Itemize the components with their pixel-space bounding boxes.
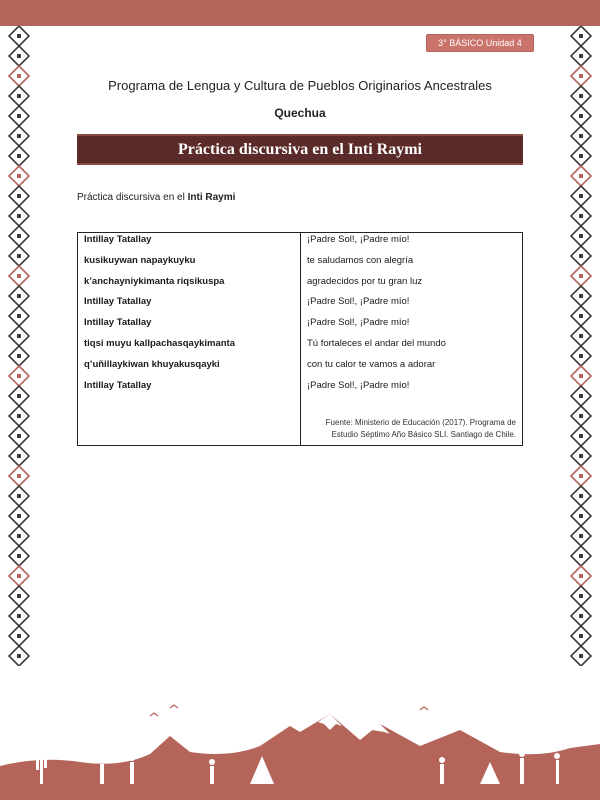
source-line: Fuente: Ministerio de Educación (2017). Programa de <box>325 418 516 427</box>
spanish-column <box>307 233 519 399</box>
pattern-dot <box>17 74 21 78</box>
pattern-dot <box>579 334 583 338</box>
pattern-dot <box>579 394 583 398</box>
pattern-dot <box>579 554 583 558</box>
pattern-dot <box>17 94 21 98</box>
quechua-column <box>84 233 296 399</box>
quechua-line: k’anchayniykimanta riqsikuspa <box>84 275 225 287</box>
pattern-dot <box>17 454 21 458</box>
pattern-dot <box>17 314 21 318</box>
pattern-dot <box>17 474 21 478</box>
pattern-dot <box>579 534 583 538</box>
banner-title: Práctica discursiva en el Inti Raymi <box>178 141 422 158</box>
pattern-dot <box>579 314 583 318</box>
pattern-dot <box>579 374 583 378</box>
right-andean-pattern-border <box>568 26 594 666</box>
pattern-dot <box>579 254 583 258</box>
pattern-dot <box>579 134 583 138</box>
quechua-line: Intillay Tatallay <box>84 317 152 329</box>
quechua-line: Intillay Tatallay <box>84 296 152 308</box>
source-line: Estudio Séptimo Año Básico SLI. Santiago de Chile. <box>331 430 516 439</box>
spanish-line: agradecidos por tu gran luz <box>307 275 423 287</box>
pattern-dot <box>579 174 583 178</box>
language-subtitle: Quechua <box>274 106 326 120</box>
pattern-dot <box>17 274 21 278</box>
poem-table <box>77 232 523 446</box>
pattern-dot <box>17 294 21 298</box>
column-divider <box>300 233 301 445</box>
pattern-dot <box>579 654 583 658</box>
quechua-line: q’uñillaykiwan khuyakusqayki <box>84 358 220 370</box>
pattern-dot <box>17 574 21 578</box>
pattern-dot <box>579 494 583 498</box>
pattern-dot <box>579 194 583 198</box>
pattern-dot <box>17 374 21 378</box>
section-banner <box>77 134 523 165</box>
pattern-dot <box>17 214 21 218</box>
pattern-dot <box>579 434 583 438</box>
spanish-line: con tu calor te vamos a adorar <box>307 358 436 370</box>
pattern-dot <box>17 614 21 618</box>
pattern-dot <box>579 514 583 518</box>
pattern-dot <box>17 354 21 358</box>
top-color-band <box>0 0 600 26</box>
pattern-dot <box>579 74 583 78</box>
pattern-dot <box>579 474 583 478</box>
pattern-dot <box>17 234 21 238</box>
pattern-dot <box>579 574 583 578</box>
pattern-dot <box>579 234 583 238</box>
pattern-dot <box>17 394 21 398</box>
pattern-dot <box>17 554 21 558</box>
pattern-dot <box>17 634 21 638</box>
pattern-dot <box>17 594 21 598</box>
pattern-dot <box>17 254 21 258</box>
pattern-dot <box>17 54 21 58</box>
pattern-dot <box>17 654 21 658</box>
pattern-dot <box>579 294 583 298</box>
quechua-line: kusikuywan napaykuyku <box>84 254 196 266</box>
pattern-dot <box>579 634 583 638</box>
pattern-dot <box>17 434 21 438</box>
pattern-dot <box>17 334 21 338</box>
quechua-line: Intillay Tatallay <box>84 379 152 391</box>
quechua-line: tiqsi muyu kallpachasqaykimanta <box>84 337 236 349</box>
pattern-dot <box>17 134 21 138</box>
pattern-dot <box>579 614 583 618</box>
spanish-line: ¡Padre Sol!, ¡Padre mío! <box>307 296 410 308</box>
pattern-dot <box>579 214 583 218</box>
spanish-line: ¡Padre Sol!, ¡Padre mío! <box>307 317 410 329</box>
source-citation <box>300 417 516 441</box>
pattern-dot <box>17 114 21 118</box>
pattern-dot <box>17 194 21 198</box>
pattern-dot <box>17 174 21 178</box>
intro-prefix: Práctica discursiva en el <box>77 192 185 203</box>
pattern-dot <box>579 94 583 98</box>
pattern-dot <box>17 534 21 538</box>
pattern-dot <box>579 594 583 598</box>
program-title: Programa de Lengua y Cultura de Pueblos Originarios Ancestrales <box>108 78 492 93</box>
pattern-dot <box>17 414 21 418</box>
spanish-line: ¡Padre Sol!, ¡Padre mío! <box>307 234 410 245</box>
intro-text <box>77 192 235 203</box>
pattern-dot <box>579 414 583 418</box>
pattern-dot <box>579 54 583 58</box>
spanish-line: Tú fortaleces el andar del mundo <box>307 337 446 349</box>
andean-landscape-footer <box>0 696 600 800</box>
pattern-dot <box>17 494 21 498</box>
pattern-dot <box>17 154 21 158</box>
pattern-dot <box>579 154 583 158</box>
pattern-dot <box>17 514 21 518</box>
quechua-line: Intillay Tatallay <box>84 234 152 245</box>
pattern-dot <box>579 454 583 458</box>
spanish-line: te saludamos con alegría <box>307 254 414 266</box>
left-andean-pattern-border <box>6 26 32 666</box>
pattern-dot <box>579 354 583 358</box>
intro-bold: Inti Raymi <box>187 192 236 203</box>
pattern-dot <box>579 114 583 118</box>
pattern-dot <box>17 34 21 38</box>
pattern-dot <box>579 274 583 278</box>
grade-unit-badge: 3° BÁSICO Unidad 4 <box>426 34 534 52</box>
spanish-line: ¡Padre Sol!, ¡Padre mío! <box>307 379 410 391</box>
pattern-dot <box>579 34 583 38</box>
